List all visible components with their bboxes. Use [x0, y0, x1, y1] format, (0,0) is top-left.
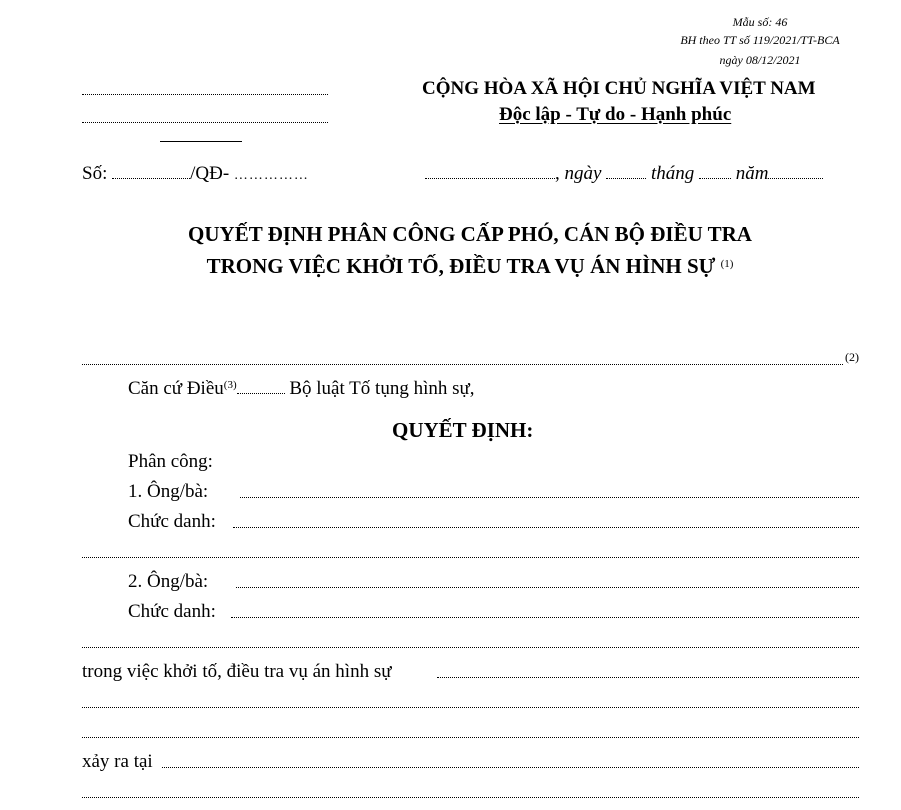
document-number-row	[82, 163, 309, 185]
agency-line-1[interactable]	[82, 94, 328, 95]
qd-suffix-field[interactable]: ……………	[233, 168, 309, 183]
thang-label: tháng	[650, 163, 695, 184]
location-field[interactable]	[162, 767, 859, 768]
person-1-label: 1. Ông/bà:	[128, 481, 209, 502]
document-title-line-2	[0, 254, 901, 279]
year-field[interactable]	[768, 177, 823, 179]
case-continuation-field-2[interactable]	[82, 737, 859, 738]
qd-label: /QĐ-	[190, 163, 230, 184]
so-label: Số:	[82, 163, 108, 184]
nation-header: CỘNG HÒA XÃ HỘI CHỦ NGHĨA VIỆT NAM	[422, 78, 816, 99]
case-label: trong việc khởi tố, điều tra vụ án hình sự	[82, 661, 392, 682]
location-label: xảy ra tại	[82, 751, 153, 772]
title-footnote: (1)	[720, 258, 734, 270]
title-2-label: Chức danh:	[128, 601, 216, 622]
date-row	[425, 163, 823, 185]
case-field[interactable]	[437, 677, 859, 678]
assignment-intro: Phân công:	[128, 451, 213, 472]
article-field[interactable]	[237, 392, 285, 394]
person-2-label: 2. Ông/bà:	[128, 571, 209, 592]
case-continuation-field-1[interactable]	[82, 707, 859, 708]
so-number-field[interactable]	[112, 177, 190, 179]
basis-footnote: (3)	[223, 379, 237, 391]
decision-heading: QUYẾT ĐỊNH:	[392, 418, 534, 442]
day-field[interactable]	[606, 177, 646, 179]
title-1-continuation-field[interactable]	[82, 557, 859, 558]
motto: Độc lập - Tự do - Hạnh phúc	[499, 104, 732, 125]
form-number: Mẫu số: 46	[732, 15, 788, 29]
place-field[interactable]	[425, 177, 555, 179]
authority-field[interactable]	[82, 364, 843, 365]
agency-line-2[interactable]	[82, 122, 328, 123]
title-1-label: Chức danh:	[128, 511, 216, 532]
form-circular: BH theo TT số 119/2021/TT-BCA	[680, 33, 840, 47]
title-1-field[interactable]	[233, 527, 859, 528]
date-separator: ,	[555, 163, 560, 184]
form-reference	[640, 13, 880, 71]
document-title-line-1: QUYẾT ĐỊNH PHÂN CÔNG CẤP PHÓ, CÁN BỘ ĐIỀU TRA	[188, 222, 752, 246]
agency-underline	[160, 141, 242, 142]
basis-prefix: Căn cứ Điều	[128, 378, 224, 399]
title-2-field[interactable]	[231, 617, 859, 618]
legal-basis	[128, 378, 475, 400]
person-2-field[interactable]	[236, 587, 859, 588]
basis-suffix: Bộ luật Tố tụng hình sự,	[289, 378, 475, 399]
location-continuation-field[interactable]	[82, 797, 859, 798]
title-line-2-text: TRONG VIỆC KHỞI TỐ, ĐIỀU TRA VỤ ÁN HÌNH SỰ	[206, 254, 716, 278]
authority-footnote: (2)	[845, 350, 859, 364]
title-2-continuation-field[interactable]	[82, 647, 859, 648]
month-field[interactable]	[699, 177, 731, 179]
person-1-field[interactable]	[240, 497, 859, 498]
nam-label: năm	[735, 163, 769, 184]
form-date: ngày 08/12/2021	[719, 53, 801, 67]
ngay-label: ngày	[564, 163, 602, 184]
